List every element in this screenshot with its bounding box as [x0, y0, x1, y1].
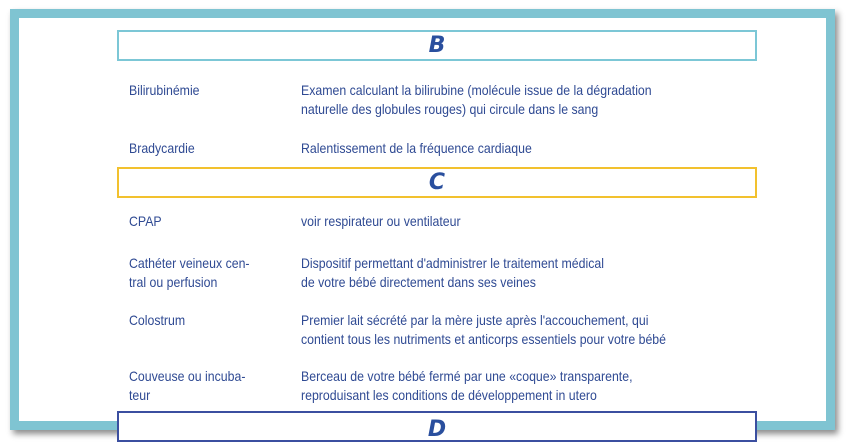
- term-line: Bradycardie: [129, 140, 195, 156]
- section-header-d: [117, 411, 757, 442]
- definition-line: de votre bébé directement dans ses veines: [301, 273, 536, 290]
- definition-line: Examen calculant la bilirubine (molécule issue de la dégradation: [301, 82, 652, 98]
- definition-line: Premier lait sécrété par la mère juste après l'accouchement, qui: [301, 312, 649, 328]
- definition-bilirubinemie: [301, 81, 652, 118]
- definition-line: naturelle des globules rouges) qui circule dans le sang: [301, 100, 599, 117]
- definition-catheter: [301, 254, 604, 291]
- term-cpap: [129, 212, 162, 231]
- term-line: tral ou perfusion: [129, 273, 218, 290]
- document-frame: [10, 9, 835, 442]
- definition-bradycardie: [301, 139, 532, 158]
- term-line: Colostrum: [129, 312, 186, 328]
- glossary-page: [19, 18, 826, 442]
- section-letter-b: B: [428, 32, 446, 58]
- definition-line: voir respirateur ou ventilateur: [301, 213, 461, 229]
- definition-cpap: [301, 212, 461, 231]
- term-line: Bilirubinémie: [129, 82, 200, 98]
- term-bradycardie: [129, 139, 195, 158]
- definition-line: reproduisant les conditions de développement in utero: [301, 386, 597, 403]
- term-line: Couveuse ou incuba-: [129, 368, 246, 384]
- definition-line: Dispositif permettant d'administrer le traitement médical: [301, 255, 604, 271]
- term-colostrum: [129, 311, 185, 330]
- section-header-c: [117, 167, 757, 198]
- definition-colostrum: [301, 311, 666, 348]
- definition-line: Ralentissement de la fréquence cardiaque: [301, 140, 532, 156]
- term-catheter: [129, 254, 250, 291]
- term-line: teur: [129, 386, 151, 403]
- term-couveuse: [129, 367, 245, 404]
- definition-line: contient tous les nutriments et anticorps essentiels pour votre bébé: [301, 330, 667, 347]
- definition-couveuse: [301, 367, 632, 404]
- section-header-b: [117, 30, 757, 61]
- section-letter-c: C: [428, 169, 446, 195]
- section-letter-d: D: [427, 417, 447, 442]
- term-line: CPAP: [129, 213, 162, 229]
- definition-line: Berceau de votre bébé fermé par une «coque» transparente,: [301, 368, 633, 384]
- term-line: Cathéter veineux cen-: [129, 255, 250, 271]
- term-bilirubinemie: [129, 81, 200, 100]
